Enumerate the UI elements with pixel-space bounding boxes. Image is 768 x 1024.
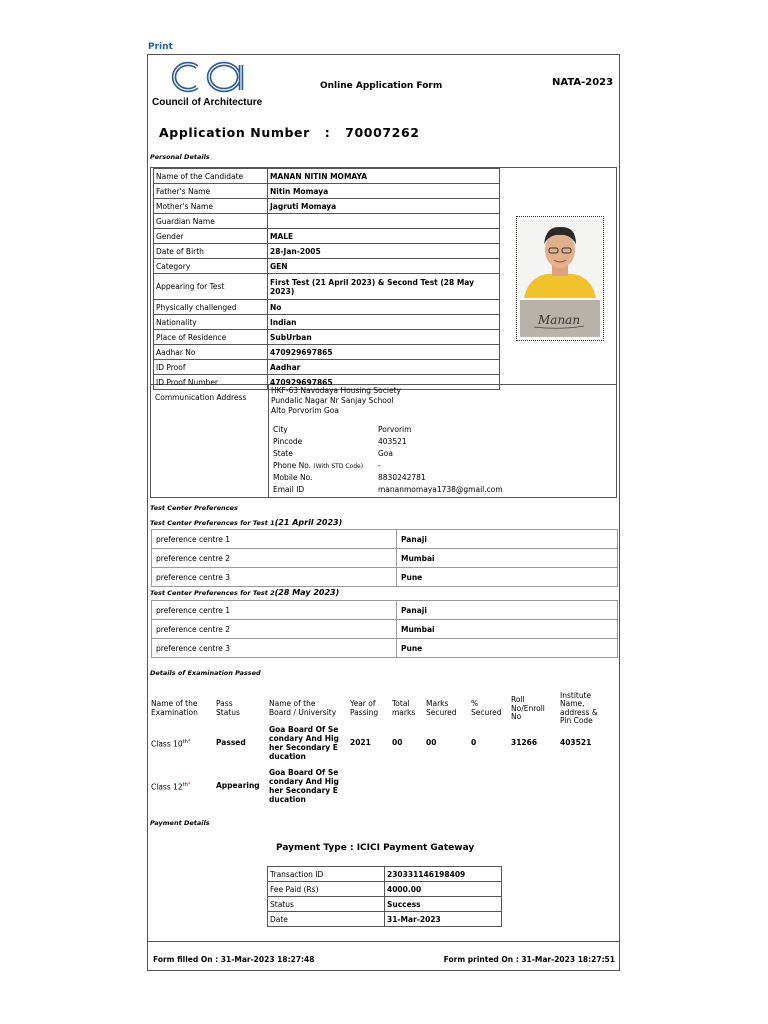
preference-value: Panaji [397, 601, 618, 620]
field-label: Physically challenged [154, 300, 268, 315]
exam-status: Appearing [216, 781, 260, 790]
exam-board-line: Goa Board Of Se [269, 725, 339, 734]
address-line-2: Pundalic Nagar Nr Sanjay School [271, 396, 394, 405]
application-number-value: 70007262 [345, 125, 420, 140]
preference-label: preference centre 1 [152, 530, 397, 549]
exam-header-line: Year of [350, 699, 376, 709]
personal-row [154, 315, 500, 330]
exam-header-roll [511, 696, 545, 722]
exam-sup-text: th [182, 782, 188, 788]
payment-table [267, 866, 502, 927]
preference-value: Pune [397, 568, 618, 587]
field-value [268, 214, 500, 229]
preference-row [152, 530, 618, 549]
payment-value: 4000.00 [385, 882, 502, 897]
personal-row [154, 274, 500, 300]
preference-label: preference centre 2 [152, 620, 397, 639]
exam-section-title: Details of Examination Passed [150, 669, 261, 677]
personal-row [154, 360, 500, 375]
form-title: Online Application Form [320, 81, 443, 91]
field-value: Jagruti Momaya [268, 199, 500, 214]
required-asterisk: * [187, 739, 191, 745]
exam-header-line: Pass [216, 699, 233, 709]
coa-logo-icon [151, 59, 251, 95]
field-value: Nitin Momaya [268, 184, 500, 199]
payment-label: Status [268, 897, 385, 912]
exam-header-line: Total [392, 699, 410, 709]
field-value: 470929697865 [268, 345, 500, 360]
exam-header-line: Roll [511, 695, 525, 705]
payment-label: Date [268, 912, 385, 927]
exam-secured: 00 [426, 738, 437, 747]
exam-header-line: Marks [426, 699, 449, 709]
exam-name-sup [183, 739, 191, 745]
preference-label: preference centre 3 [152, 639, 397, 658]
field-label: ID Proof [154, 360, 268, 375]
exam-name [151, 738, 190, 749]
personal-details-title: Personal Details [150, 153, 210, 161]
payment-type: Payment Type : ICICI Payment Gateway [276, 843, 475, 853]
preference-value: Mumbai [397, 620, 618, 639]
exam-board-line: condary And Hig [269, 734, 339, 743]
exam-header-line: Passing [350, 707, 379, 717]
exam-header-line: address & [560, 707, 598, 717]
preference-row [152, 601, 618, 620]
exam-header-total [392, 700, 415, 717]
exam-board-line: ducation [269, 795, 306, 804]
exam-header-line: Secured [426, 707, 457, 717]
exam-board-line: ducation [269, 752, 306, 761]
payment-label: Fee Paid (Rs) [268, 882, 385, 897]
payment-row [268, 912, 502, 927]
exam-board-line: her Secondary E [269, 743, 338, 752]
test-center-title: Test Center Preferences [150, 504, 238, 512]
application-form [147, 54, 620, 971]
exam-header-line: No/Enroll [511, 703, 545, 713]
exam-header-name [151, 700, 198, 717]
payment-row [268, 882, 502, 897]
exam-header-institute [560, 692, 598, 726]
test2-preferences-table [151, 600, 618, 658]
payment-label: Transaction ID [268, 867, 385, 882]
exam-board [269, 725, 339, 761]
field-label: Gender [154, 229, 268, 244]
exam-header-board [269, 700, 336, 717]
exam-header-line: Name of the [269, 699, 316, 709]
field-label: ID Proof Number [154, 375, 268, 390]
address-line-1: HKF-63 Navodaya Housing Society [271, 386, 401, 395]
exam-code: NATA-2023 [552, 77, 614, 88]
field-label: Category [154, 259, 268, 274]
preference-row [152, 639, 618, 658]
exam-header-line: % [471, 699, 479, 709]
exam-name [151, 781, 190, 792]
exam-header-line: Secured [471, 707, 502, 717]
exam-total: 00 [392, 738, 403, 747]
exam-sup-text: th [182, 739, 188, 745]
exam-header-line: Board / University [269, 707, 337, 717]
field-label: Nationality [154, 315, 268, 330]
test2-title: Test Center Preferences for Test 2(28 May 2023) [150, 588, 340, 597]
required-asterisk: * [187, 782, 191, 788]
field-label: Father's Name [154, 184, 268, 199]
preference-value: Pune [397, 639, 618, 658]
org-name: Council of Architecture [152, 97, 263, 108]
address-label: Communication Address [155, 393, 247, 402]
exam-year: 2021 [350, 738, 371, 747]
field-label: Aadhar No [154, 345, 268, 360]
exam-name-text: Class 10 [151, 739, 183, 749]
field-value: GEN [268, 259, 500, 274]
field-label: Name of the Candidate [154, 169, 268, 184]
exam-header-line: Name, [560, 699, 585, 709]
payment-value: Success [385, 897, 502, 912]
field-value: Aadhar [268, 360, 500, 375]
preference-label: preference centre 2 [152, 549, 397, 568]
preference-label: preference centre 1 [152, 601, 397, 620]
exam-header-line: Name of the [151, 699, 198, 709]
personal-row [154, 259, 500, 274]
preference-row [152, 620, 618, 639]
test1-preferences-table [151, 529, 618, 587]
payment-value: 230331146198409 [385, 867, 502, 882]
preference-value: Mumbai [397, 549, 618, 568]
personal-row [154, 345, 500, 360]
preference-row [152, 549, 618, 568]
exam-name-sup [183, 782, 191, 788]
exam-board [269, 768, 339, 804]
exam-status: Passed [216, 738, 246, 747]
photo-signature-box [516, 216, 604, 341]
field-value: 28-Jan-2005 [268, 244, 500, 259]
field-value: 470929697865 [268, 375, 500, 390]
personal-row [154, 300, 500, 315]
exam-board-line: condary And Hig [269, 777, 339, 786]
footer [148, 941, 619, 971]
exam-percent: 0 [471, 738, 477, 747]
payment-row [268, 897, 502, 912]
personal-details-box [150, 167, 617, 385]
preference-value: Panaji [397, 530, 618, 549]
test1-title: Test Center Preferences for Test 1(21 April 2023) [150, 518, 343, 527]
personal-row [154, 330, 500, 345]
address-lines [271, 386, 401, 416]
personal-row [154, 199, 500, 214]
exam-board-line: her Secondary E [269, 786, 338, 795]
field-value: First Test (21 April 2023) & Second Test (28 May 2023) [268, 274, 500, 300]
payment-row [268, 867, 502, 882]
field-value: Indian [268, 315, 500, 330]
exam-header-percent [471, 700, 502, 717]
exam-header-status [216, 700, 240, 717]
personal-row [154, 244, 500, 259]
field-label: Appearing for Test [154, 274, 268, 300]
exam-header-line: Institute [560, 690, 592, 700]
preference-row [152, 568, 618, 587]
exam-header-secured [426, 700, 457, 717]
personal-row [154, 184, 500, 199]
exam-header-line: marks [392, 707, 416, 717]
field-value: MALE [268, 229, 500, 244]
exam-header-line: Status [216, 707, 240, 717]
exam-header-line: Pin Code [560, 716, 593, 726]
field-label: Guardian Name [154, 214, 268, 229]
personal-row [154, 229, 500, 244]
candidate-signature [520, 300, 600, 337]
address-divider [268, 385, 269, 497]
exam-header-line: No [511, 712, 522, 722]
form-printed-on: Form printed On : 31-Mar-2023 18:27:51 [443, 955, 615, 964]
exam-header-line: Examination [151, 707, 198, 717]
application-number: Application Number : 70007262 [159, 125, 420, 140]
coa-logo [151, 59, 271, 107]
payment-value: 31-Mar-2023 [385, 912, 502, 927]
exam-institute: 403521 [560, 738, 592, 747]
address-line-3: Alto Porvorim Goa [271, 406, 339, 415]
personal-row [154, 169, 500, 184]
form-filled-on: Form filled On : 31-Mar-2023 18:27:48 [153, 955, 315, 964]
field-label: Place of Residence [154, 330, 268, 345]
field-value: SubUrban [268, 330, 500, 345]
candidate-photo [520, 220, 600, 298]
exam-name-text: Class 12 [151, 782, 183, 792]
payment-section-title: Payment Details [150, 819, 210, 827]
field-value: MANAN NITIN MOMAYA [268, 169, 500, 184]
preference-label: preference centre 3 [152, 568, 397, 587]
communication-address-box: Communication Address HKF-63 Navodaya Housing Society Pundalic Nagar Nr Sanjay School Alto Porvorim Goa City Porvorim Pincode 403521 State Goa Phone No. (With STD Code) - Mobile No. 8830242781 Email ID mananmomaya1738@gmail.com [150, 385, 617, 498]
exam-header-year [350, 700, 378, 717]
field-label: Date of Birth [154, 244, 268, 259]
print-link[interactable]: Print [148, 42, 173, 52]
exam-board-line: Goa Board Of Se [269, 768, 339, 777]
exam-roll: 31266 [511, 738, 538, 747]
field-value: No [268, 300, 500, 315]
svg-text:Manan: Manan [538, 313, 581, 327]
personal-row [154, 214, 500, 229]
field-label: Mother's Name [154, 199, 268, 214]
personal-details-table [153, 168, 500, 390]
